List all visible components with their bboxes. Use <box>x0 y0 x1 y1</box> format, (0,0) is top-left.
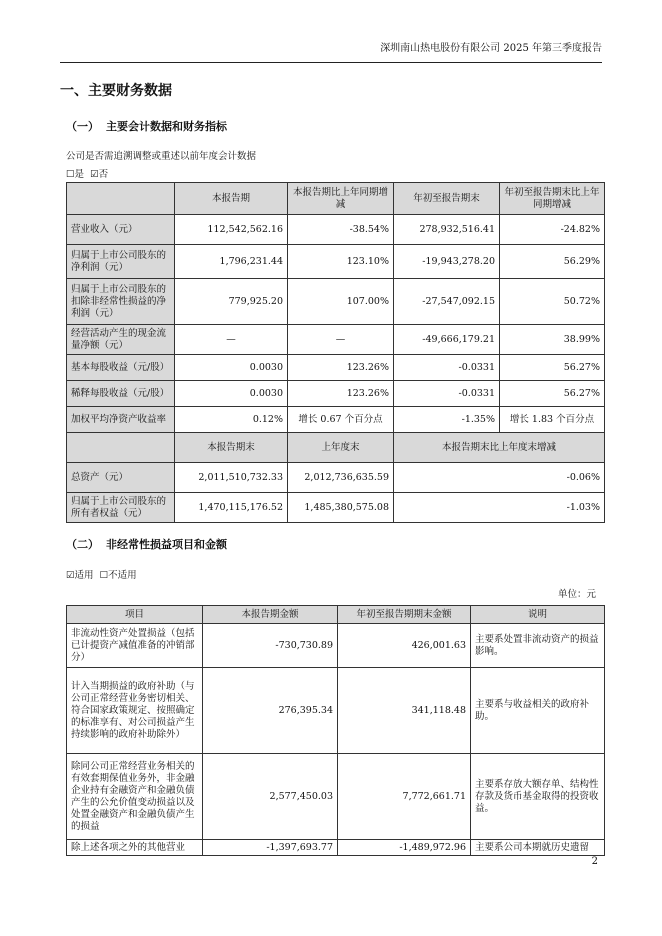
subsection-2-title: 非经常性损益项目和金额 <box>106 538 227 551</box>
value-cell: 50.72% <box>500 279 605 325</box>
note-cell: 主要系处置非流动资产的损益影响。 <box>471 624 605 668</box>
header-cell: 年初至报告期末比上年同期增减 <box>500 183 605 215</box>
section-title: 一、主要财务数据 <box>60 83 172 99</box>
value-cell: -27,547,092.15 <box>394 279 500 325</box>
checkbox-applicable[interactable]: ☑适用 <box>66 570 94 581</box>
table-row <box>67 840 605 856</box>
table-header-row <box>67 606 605 624</box>
applicable-options <box>66 567 137 581</box>
value-cell: — <box>288 325 394 355</box>
value-cell: 1,470,115,176.52 <box>175 493 288 523</box>
value-cell: 1,485,380,575.08 <box>288 493 394 523</box>
header-cell: 年初至报告期期末金额 <box>338 606 471 624</box>
value-cell: -49,666,179.21 <box>394 325 500 355</box>
table-subheader-row <box>67 433 605 463</box>
checkbox-no[interactable]: ☑否 <box>90 169 109 180</box>
header-cell <box>67 183 175 215</box>
value-cell: -1,489,972.96 <box>338 840 471 856</box>
header-cell: 上年度末 <box>288 433 394 463</box>
value-cell: -0.0331 <box>394 381 500 407</box>
header-cell: 说明 <box>471 606 605 624</box>
value-cell: -0.06% <box>394 463 605 493</box>
value-cell: 278,932,516.41 <box>394 215 500 245</box>
table-row <box>67 463 605 493</box>
value-cell: 56.27% <box>500 381 605 407</box>
page-header <box>60 42 602 63</box>
value-cell: -38.54% <box>288 215 394 245</box>
checkbox-not-applicable[interactable]: ☐不适用 <box>99 570 137 581</box>
table-row <box>67 215 605 245</box>
value-cell: 2,577,450.03 <box>203 754 338 840</box>
value-cell: 123.26% <box>288 355 394 381</box>
table-row <box>67 668 605 754</box>
item-cell: 计入当期损益的政府补助（与公司正常经营业务密切相关、符合国家政策规定、按照确定的标准享有、对公司损益产生持续影响的政府补助除外） <box>67 668 203 754</box>
value-cell: 0.12% <box>175 407 288 433</box>
value-cell: -1.03% <box>394 493 605 523</box>
value-cell: — <box>175 325 288 355</box>
header-cell: 年初至报告期末 <box>394 183 500 215</box>
table-row <box>67 381 605 407</box>
value-cell: 0.0030 <box>175 355 288 381</box>
row-label: 稀释每股收益（元/股） <box>67 381 175 407</box>
subsection-2-number: （二） <box>66 538 99 551</box>
item-cell: 除上述各项之外的其他营业 <box>67 840 203 856</box>
table-row <box>67 325 605 355</box>
value-cell: -24.82% <box>500 215 605 245</box>
value-cell: 1,796,231.44 <box>175 245 288 279</box>
value-cell: 56.27% <box>500 355 605 381</box>
subsection-1-title: 主要会计数据和财务指标 <box>106 120 227 133</box>
value-cell: 426,001.63 <box>338 624 471 668</box>
header-cell: 本报告期末 <box>175 433 288 463</box>
table-row <box>67 245 605 279</box>
value-cell: 123.26% <box>288 381 394 407</box>
value-cell: 0.0030 <box>175 381 288 407</box>
financial-data-table <box>66 182 605 523</box>
value-cell: 7,772,661.71 <box>338 754 471 840</box>
value-cell: -1.35% <box>394 407 500 433</box>
non-recurring-items-table <box>66 605 605 856</box>
note-cell: 主要系存放大额存单、结构性存款及货币基金取得的投资收益。 <box>471 754 605 840</box>
item-cell: 非流动性资产处置损益（包括已计提资产减值准备的冲销部分） <box>67 624 203 668</box>
value-cell: 增长 0.67 个百分点 <box>288 407 394 433</box>
row-label: 经营活动产生的现金流量净额（元） <box>67 325 175 355</box>
row-label: 营业收入（元） <box>67 215 175 245</box>
value-cell: -1,397,693.77 <box>203 840 338 856</box>
value-cell: 2,011,510,732.33 <box>175 463 288 493</box>
checkbox-yes[interactable]: ☐是 <box>66 169 85 180</box>
restate-question: 公司是否需追溯调整或重述以前年度会计数据 <box>66 151 257 162</box>
value-cell: 276,395.34 <box>203 668 338 754</box>
header-cell: 本报告期比上年同期增减 <box>288 183 394 215</box>
header-cell: 本报告期 <box>175 183 288 215</box>
header-cell: 本报告期末比上年度末增减 <box>394 433 605 463</box>
value-cell: -730,730.89 <box>203 624 338 668</box>
subsection-1-number: （一） <box>66 120 99 133</box>
subsection-2-heading <box>66 536 227 552</box>
table-row <box>67 493 605 523</box>
restate-options <box>66 166 108 180</box>
header-cell <box>67 433 175 463</box>
note-cell: 主要系公司本期就历史遗留 <box>471 840 605 856</box>
table-row <box>67 355 605 381</box>
row-label: 归属于上市公司股东的扣除非经常性损益的净利润（元） <box>67 279 175 325</box>
value-cell: -0.0331 <box>394 355 500 381</box>
row-label: 加权平均净资产收益率 <box>67 407 175 433</box>
item-cell: 除同公司正常经营业务相关的有效套期保值业务外，非金融企业持有金融资产和金融负债产生的公允价值变动损益以及处置金融资产和金融负债产生的损益 <box>67 754 203 840</box>
table-row <box>67 624 605 668</box>
table-row <box>67 754 605 840</box>
value-cell: 增长 1.83 个百分点 <box>500 407 605 433</box>
row-label: 基本每股收益（元/股） <box>67 355 175 381</box>
row-label: 归属于上市公司股东的所有者权益（元） <box>67 493 175 523</box>
value-cell: 123.10% <box>288 245 394 279</box>
value-cell: 38.99% <box>500 325 605 355</box>
value-cell: 107.00% <box>288 279 394 325</box>
note-cell: 主要系与收益相关的政府补助。 <box>471 668 605 754</box>
value-cell: 56.29% <box>500 245 605 279</box>
value-cell: -19,943,278.20 <box>394 245 500 279</box>
unit-label: 单位：元 <box>557 589 596 600</box>
page-number: 2 <box>591 856 598 867</box>
table-row <box>67 407 605 433</box>
value-cell: 112,542,562.16 <box>175 215 288 245</box>
row-label: 归属于上市公司股东的净利润（元） <box>67 245 175 279</box>
value-cell: 779,925.20 <box>175 279 288 325</box>
value-cell: 2,012,736,635.59 <box>288 463 394 493</box>
header-cell: 项目 <box>67 606 203 624</box>
table-row <box>67 279 605 325</box>
header-cell: 本报告期金额 <box>203 606 338 624</box>
value-cell: 341,118.48 <box>338 668 471 754</box>
table-header-row <box>67 183 605 215</box>
row-label: 总资产（元） <box>67 463 175 493</box>
subsection-1-heading <box>66 118 227 134</box>
header-text: 深圳南山热电股份有限公司 2025 年第三季度报告 <box>380 43 602 54</box>
